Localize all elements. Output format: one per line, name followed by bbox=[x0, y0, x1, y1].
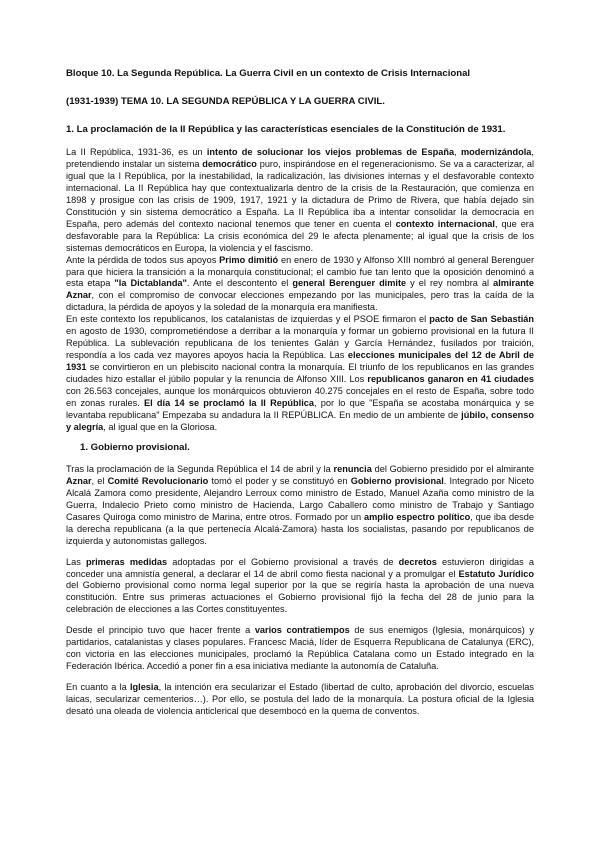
bold-run: intento de solucionar los viejos problemas de España bbox=[206, 147, 455, 157]
text-run: Tras la proclamación de la Segunda República el 14 de abril y la bbox=[66, 463, 334, 474]
text-run: En cuanto a la bbox=[66, 682, 130, 693]
text-run: , bbox=[454, 147, 461, 157]
bold-run: Iglesia bbox=[129, 682, 159, 693]
paragraph-dictablanda bbox=[66, 255, 534, 315]
text-run: de sus enemigos (Iglesia, monárquicos) y partidarios, catalanistas y clases populares. Francesc Maciá, líder de Esquerra Republicana de Catalunya (ERC), con victoria en las elecciones municipales, proclamó la República Catalana como un Estado integrado en la Federación Ibérica. Accedió a poner fin a esa iniciativa mediante la autonomía de Cataluña. bbox=[66, 625, 534, 672]
text-run: del Gobierno presidido por el almirante bbox=[371, 463, 534, 474]
bold-run: amplio espectro político bbox=[363, 511, 471, 522]
text-run: , la intención era secularizar el Estado (libertad de culto, aprobación del divorcio, escuelas laicas, secularizar cementerios…). Por ello, se postula del lado de la monarquía. La postura oficial de la Iglesia desató una oleada de violencia anticlerical que desembocó en la quema de conventos. bbox=[66, 682, 534, 717]
text-run: en agosto de 1930, comprometiéndose a derribar a la monarquía y formar un gobierno provisional en la futura II República. La sublevación republicana de los tenientes Galán y García Hernández, fusilados por traición, respondía a los cada vez mayores apoyos hacia la República. Las bbox=[66, 326, 534, 361]
bold-run: elecciones municipales del 12 de Abril de 1931 bbox=[66, 350, 534, 373]
text-run: , por lo que "España se acostaba monárquica y se levantaba republicana" Empezaba su andadura la II REPÚBLICA. En medio de un ambiente de bbox=[66, 398, 534, 420]
text-run: del Gobierno provisional como norma legal superior por la que se regiría hasta la aprobación de una nueva constitución. Entre sus primeras actuaciones el Gobierno provisional fijó la fecha del 28 de junio para la celebración de elecciones a las Cortes constituyentes. bbox=[66, 580, 534, 615]
text-run: , que iba desde la derecha republicana (a la que pertenecía Alcalá-Zamora) hasta los socialistas, pasando por republicanos de izquierda y autonomistas gallegos. bbox=[66, 511, 534, 546]
section-1-heading: 1. La proclamación de la II República y las características esenciales de la Constitución de 1931. bbox=[66, 124, 506, 135]
bold-run: Estatuto Jurídico bbox=[458, 568, 535, 579]
paragraph-primeras-medidas bbox=[66, 557, 534, 617]
text-run: En este contexto los republicanos, los catalanistas de izquierdas y el PSOE firmaron el bbox=[66, 314, 430, 325]
paragraph-pacto-san-sebastian bbox=[66, 314, 534, 434]
text-run: y el rey nombra al bbox=[406, 278, 494, 289]
bold-run: primeras medidas bbox=[85, 556, 168, 567]
text-run: Desde el principio tuvo que hacer frente a bbox=[66, 625, 255, 636]
bold-run: almirante Aznar bbox=[66, 278, 534, 301]
paragraph-iglesia bbox=[66, 682, 534, 718]
text-run: adoptadas por el Gobierno provisional a través de bbox=[167, 556, 399, 567]
text-run: La II República, 1931-36, es un bbox=[66, 147, 207, 157]
bold-run: Gobierno provisional bbox=[350, 475, 444, 486]
text-run: Las bbox=[66, 556, 86, 567]
text-run: Ante la pérdida de todos sus apoyos bbox=[66, 254, 220, 265]
text-run: . Integrado por Niceto Alcalá Zamora como presidente, Alejandro Lerroux como ministro de Estado, Manuel Azaña como ministro de la Guerra, Indalecio Prieto como ministro de Hacienda, Largo Caballero como ministro de Trabajo y Santiago Casares Quiroga como ministro de Marina, entre otros. Formado por un bbox=[66, 475, 534, 522]
text-run: , que era desfavorable para la República: La crisis económica del 29 le afecta plenamente; al igual que la crisis de los sistemas democráticos en Europa, la violencia y el fascismo. bbox=[66, 218, 534, 253]
text-run: en enero de 1930 y Alfonso XIII nombró al general Berenguer para que hiciera la transición a la monarquía constitucional; el cambio fue tan lento que la oposición denominó a esta etapa bbox=[66, 254, 535, 289]
bold-run: Aznar bbox=[66, 475, 92, 486]
bold-run: Comité Revolucionario bbox=[107, 475, 209, 486]
text-run: , al igual que en la Gloriosa. bbox=[103, 421, 218, 432]
text-run: con 26.563 concejales, aunque los monárquicos obtuvieron 40.275 concejales en el resto de España, sobre todo en zonas rurales. bbox=[66, 386, 534, 409]
paragraph-contratiempos bbox=[66, 625, 534, 673]
bold-run: pacto de San Sebastián bbox=[429, 314, 534, 325]
bold-run: modernizándola bbox=[460, 147, 532, 157]
bold-run: "la Dictablanda" bbox=[114, 278, 187, 289]
text-run: tomó el poder y se constituyó en bbox=[208, 475, 351, 486]
bold-run: democrático bbox=[202, 158, 257, 169]
text-run: , con el compromiso de convocar elecciones empezando por las municipales, pero tras la caída de la dictadura, la pérdida de apoyos y la soledad de la monarquía era manifiesta. bbox=[66, 290, 534, 313]
bold-run: general Berenguer dimite bbox=[292, 278, 407, 289]
text-run: . Ante el descontento el bbox=[186, 278, 293, 289]
bold-run: contexto internacional bbox=[395, 218, 495, 229]
bold-run: varios contratiempos bbox=[254, 625, 350, 636]
tema-heading: (1931-1939) TEMA 10. LA SEGUNDA REPÚBLICA Y LA GUERRA CIVIL. bbox=[66, 96, 385, 107]
text-run: se convirtieron en un plebiscito nacional contra la monarquía. El triunfo de los republicanos en las grandes ciudades hizo estallar el júbilo popular y la renuncia de Alfonso XIII. Los bbox=[66, 362, 534, 385]
bold-run: El día 14 se proclamó la II República bbox=[144, 398, 314, 409]
bold-run: Primo dimitió bbox=[219, 254, 279, 265]
text-run: estuvieron dirigidas a conceder una amnistía general, a declarar el 14 de abril como fiesta nacional y a promulgar el bbox=[66, 556, 534, 579]
text-run: , el bbox=[91, 475, 108, 486]
bold-run: renuncia bbox=[333, 463, 372, 474]
bold-run: republicanos ganaron en 41 ciudades bbox=[367, 374, 534, 385]
paragraph-gobierno-provisional bbox=[66, 464, 534, 548]
text-run: , pretendiendo instalar un sistema bbox=[66, 147, 534, 169]
text-run: puro, inspirándose en el regeneracionismo. Se va a caracterizar, al igual que la I República, por la inestabilidad, la radicalización, las divisiones internas y el desfavorable contexto internacional. La II República hay que contextualizarla dentro de la crisis de la Restauración, que comienza en 1898 y prosigue con las crisis de 1909, 1917, 1921 y la dictadura de Primo de Rivera, que había dejado sin Constitución y sin sistema democrático a España. La II República iba a intentar consolidar la democracia en España, pero además del contexto nacional tenemos que tener en cuenta el bbox=[66, 158, 534, 229]
paragraph-intro bbox=[66, 147, 534, 255]
subsection-gobierno-provisional-heading: 1. Gobierno provisional. bbox=[80, 441, 190, 453]
bold-run: júbilo, consenso y alegría bbox=[66, 409, 534, 432]
bloque-heading: Bloque 10. La Segunda República. La Guerra Civil en un contexto de Crisis Internacional bbox=[66, 68, 471, 79]
bold-run: decretos bbox=[398, 556, 437, 567]
